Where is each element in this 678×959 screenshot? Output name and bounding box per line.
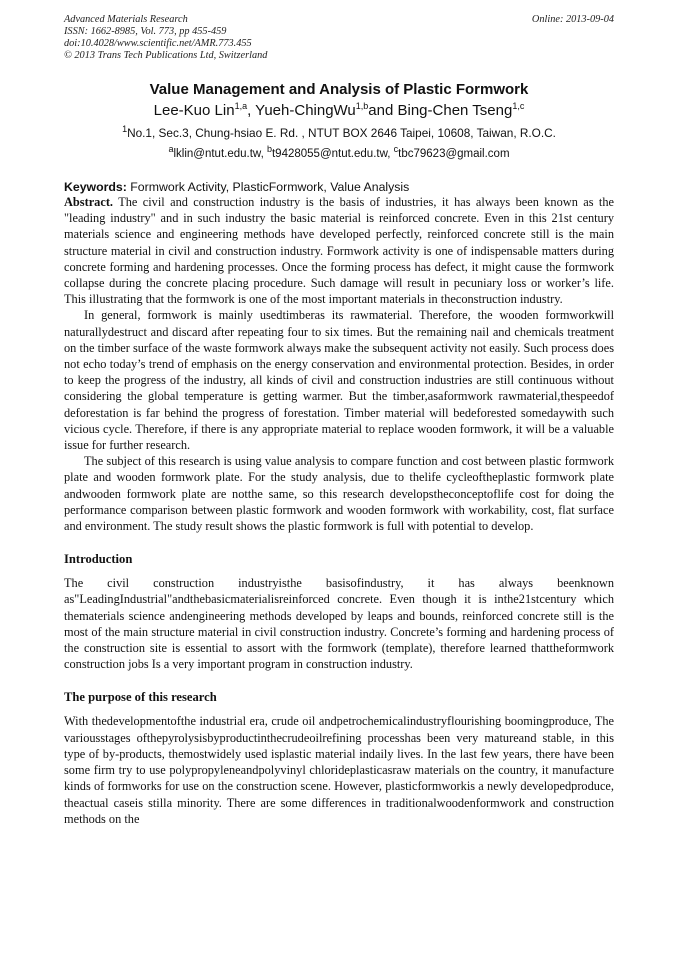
section-heading-introduction: Introduction: [64, 552, 133, 567]
paper-title: Value Management and Analysis of Plastic Formwork: [149, 81, 529, 98]
journal-name: Advanced Materials Research: [64, 14, 188, 25]
email-superscript: a: [168, 144, 174, 155]
author-name: Yueh-ChingWu: [255, 102, 356, 119]
abstract-text: The civil and construction industry is the basis of industries, it has always been known as the "leading industry" and in such industry the basic material is reinforced concrete. Even in this 21st century materials science and engineering methods have developed perfectly, reinforced concrete still is the main structure material in civil and construction industry. Formwork activity is one of indispensable matters during concrete forming and hardening processes. Once the forming process has defect, it might cause the formwork collapse during the concrete placing procedure. Such damage will result in pecuniary loss or worker’s life. This illustrating that the formwork is one of the most important materials in theconstruction industry.: [64, 195, 614, 307]
author-superscript: 1,a: [234, 101, 248, 111]
paper-page: [64, 14, 614, 827]
author-separator: and: [368, 102, 398, 119]
doi-line[interactable]: doi:10.4028/www.scientific.net/AMR.773.455: [64, 38, 252, 49]
keywords: [64, 180, 614, 194]
author-list: [64, 102, 614, 119]
online-date: Online: 2013-09-04: [531, 14, 614, 25]
keywords-label: Keywords:: [64, 180, 127, 194]
author-name: Bing-Chen Tseng: [397, 102, 513, 119]
copyright-line: © 2013 Trans Tech Publications Ltd, Switzerland: [64, 50, 268, 61]
email-superscript: c: [393, 144, 399, 155]
email-address[interactable]: t9428055@ntut.edu.tw,: [271, 148, 394, 160]
abstract-paragraph: [64, 194, 614, 307]
issn-line: ISSN: 1662-8985, Vol. 773, pp 455-459: [64, 26, 227, 37]
abstract-paragraph: The subject of this research is using value analysis to compare function and cost between plastic formwork plate and wooden formwork plate. For the study analysis, due to thelife cycleoftheplastic formwork plate andwooden formwork plate are notthe same, so this research developstheconceptoflife cost for doing the performance comparison between plastic formwork and wooden formwork with workability, cost, flat surface and environment. The study result shows the plastic formwork is full with potential to develop.: [64, 454, 614, 534]
introduction-paragraph: The civil construction industryisthe basisofindustry, it has always beenknown as"LeadingIndustrial"andthebasicmaterialisreinforced concrete. Even though it is inthe21stcentury which thematerials science andengineering methods developed by leaps and bounds, reinforced concrete still is the most of the main structure material in civil construction industry. Concrete’s forming and hardening process of the construction site is essential to assort with the formwork (template), therefore learned thattheformwork construction jobs Is a very important program in construction industry.: [64, 576, 614, 672]
affiliation-text: No.1, Sec.3, Chung-hsiao E. Rd. , NTUT BOX 2646 Taipei, 10608, Taiwan, R.O.C.: [127, 126, 556, 140]
email-address[interactable]: tbc79623@gmail.com: [398, 148, 510, 160]
affiliation: [64, 126, 614, 140]
author-separator: ,: [247, 102, 256, 119]
journal-header: [64, 14, 614, 62]
author-superscript: 1,c: [512, 101, 525, 111]
author-superscript: 1,b: [355, 101, 369, 111]
affiliation-superscript: 1: [122, 124, 128, 135]
abstract-paragraph: In general, formwork is mainly usedtimberas its rawmaterial. Therefore, the wooden formworkwill naturallydestruct and discard after repeating four to six times. But the remaining nail and chemicals treatment on the timber surface of the waste formwork always make the subsequent activity not easily. Such process does not echo today’s trend of emphasis on the energy conservation and environmental protection. Besides, in order to keep the progress of the industry, all kinds of civil and construction industries are still continuous without considering the global temperature is getting warmer. But the timber,asaformwork rawmaterial,thespeedof deforestation is far behind the progress of forestation. Timber material will bedeforested somedaywith such vicious cycle. Therefore, if there is any appropriate material to replace wooden formwork, it will be a valuable issue for further research.: [64, 308, 614, 453]
keywords-text: Formwork Activity, PlasticFormwork, Value Analysis: [126, 180, 410, 194]
email-superscript: b: [266, 144, 272, 155]
email-address[interactable]: lklin@ntut.edu.tw,: [173, 148, 267, 160]
purpose-paragraph: With thedevelopmentofthe industrial era, crude oil andpetrochemicalindustryflourishing boomingproduce, The variousstages ofthepyrolysisbyproductinthecrudeoilrefining processhas been very matureand stable, in this type of by-products, themostwidely used isplastic material indaily lives. In the last few years, there have been some firm try to use polypropyleneandpolyvinyl chlorideplasticasraw materials on the country, it manufacture kinds of formworks for use on the construction scene. However, plasticformworkis a newly developedproduce, theactual caseis stilla minority. There are some differences in traditionalwoodenformwork and construction methods on the: [64, 714, 614, 826]
author-name: Lee-Kuo Lin: [153, 102, 235, 119]
section-heading-purpose: The purpose of this research: [64, 690, 217, 705]
abstract-label: Abstract.: [64, 195, 114, 209]
email-list: [64, 144, 614, 160]
